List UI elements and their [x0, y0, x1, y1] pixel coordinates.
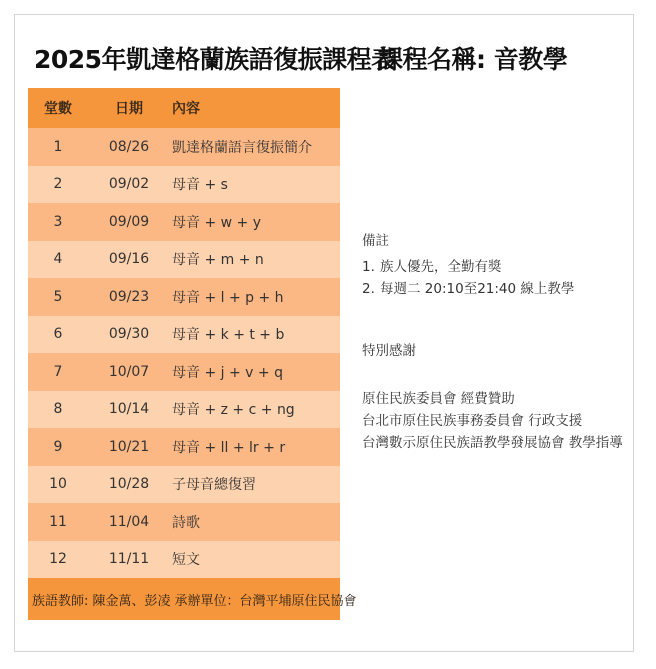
table-row	[28, 428, 340, 466]
lesson-content: 母音 + s	[172, 177, 228, 194]
lesson-number: 8	[53, 401, 63, 418]
lesson-number: 3	[53, 213, 63, 230]
lesson-number: 1	[53, 138, 63, 155]
header-date: 日期	[115, 101, 143, 117]
lesson-date: 10/28	[108, 476, 150, 493]
remarks-section	[362, 230, 623, 300]
lesson-date: 10/21	[108, 438, 150, 455]
teacher-credit: 族語教師: 陳金萬、彭凌	[32, 593, 171, 609]
lesson-date: 09/16	[108, 251, 150, 268]
lesson-content: 母音 + z + c + ng	[172, 402, 295, 419]
remark-index: 1.	[362, 259, 375, 275]
thanks-section	[362, 340, 623, 454]
lesson-number: 5	[53, 288, 63, 305]
lesson-content: 母音 + k + t + b	[172, 327, 285, 344]
notes-panel	[362, 230, 623, 472]
lesson-date: 10/07	[108, 363, 150, 380]
table-row	[28, 391, 340, 429]
table-row	[28, 166, 340, 204]
lesson-number: 10	[49, 476, 67, 493]
lesson-content: 母音 + m + n	[172, 252, 264, 269]
table-row	[28, 541, 340, 579]
thanks-item: 原住民族委員會 經費贊助	[362, 391, 515, 407]
thanks-item: 台北市原住民族事務委員會 行政支援	[362, 413, 583, 429]
table-row	[28, 241, 340, 279]
lesson-date: 10/14	[108, 401, 150, 418]
remarks-heading: 備註	[362, 233, 389, 249]
remark-text: 每週二 20:10至21:40 線上教學	[380, 281, 575, 297]
lesson-content: 母音 + ll + lr + r	[172, 439, 286, 456]
lesson-number: 12	[49, 551, 67, 568]
lesson-number: 11	[49, 513, 67, 530]
remark-text: 族人優先，全勤有獎	[380, 259, 502, 275]
lesson-number: 2	[53, 176, 63, 193]
lesson-number: 6	[53, 326, 63, 343]
lesson-content: 短文	[172, 552, 200, 569]
organizer-credit: 承辦單位：台灣平埔原住民協會	[174, 593, 357, 609]
table-header-row	[28, 88, 340, 128]
table-row	[28, 316, 340, 354]
lesson-content: 母音 + l + p + h	[172, 289, 284, 306]
lesson-content: 母音 + j + v + q	[172, 364, 283, 381]
lesson-number: 4	[53, 251, 63, 268]
table-row	[28, 128, 340, 166]
remark-item	[362, 278, 623, 300]
lesson-content: 凱達格蘭語言復振簡介	[172, 139, 312, 156]
lesson-content: 詩歌	[172, 514, 200, 531]
lesson-date: 09/02	[108, 176, 150, 193]
schedule-table	[28, 88, 357, 620]
lesson-date: 11/04	[108, 513, 150, 530]
page-title: 2025年凱達格蘭族語復振課程表	[34, 45, 396, 74]
table-row	[28, 466, 340, 504]
lesson-date: 09/30	[108, 326, 150, 343]
table-row	[28, 353, 340, 391]
lesson-date: 09/23	[108, 288, 150, 305]
table-footer-row	[28, 578, 357, 620]
course-name: 課程名稱: 音教學	[378, 45, 568, 74]
thanks-item: 台灣數示原住民族語教學發展協會 教學指導	[362, 435, 623, 451]
lesson-date: 09/09	[108, 213, 150, 230]
table-row	[28, 278, 340, 316]
lesson-number: 7	[53, 363, 63, 380]
header-lesson-number: 堂數	[44, 101, 72, 117]
remark-item	[362, 256, 623, 278]
lesson-content: 母音 + w + y	[172, 214, 261, 231]
lesson-date: 08/26	[108, 138, 150, 155]
lesson-content: 子母音總復習	[172, 477, 256, 494]
lesson-date: 11/11	[108, 551, 150, 568]
header-content: 內容	[172, 101, 200, 117]
remark-index: 2.	[362, 281, 375, 297]
thanks-heading: 特別感謝	[362, 343, 416, 359]
lesson-number: 9	[53, 438, 63, 455]
table-row	[28, 503, 340, 541]
table-row	[28, 203, 340, 241]
